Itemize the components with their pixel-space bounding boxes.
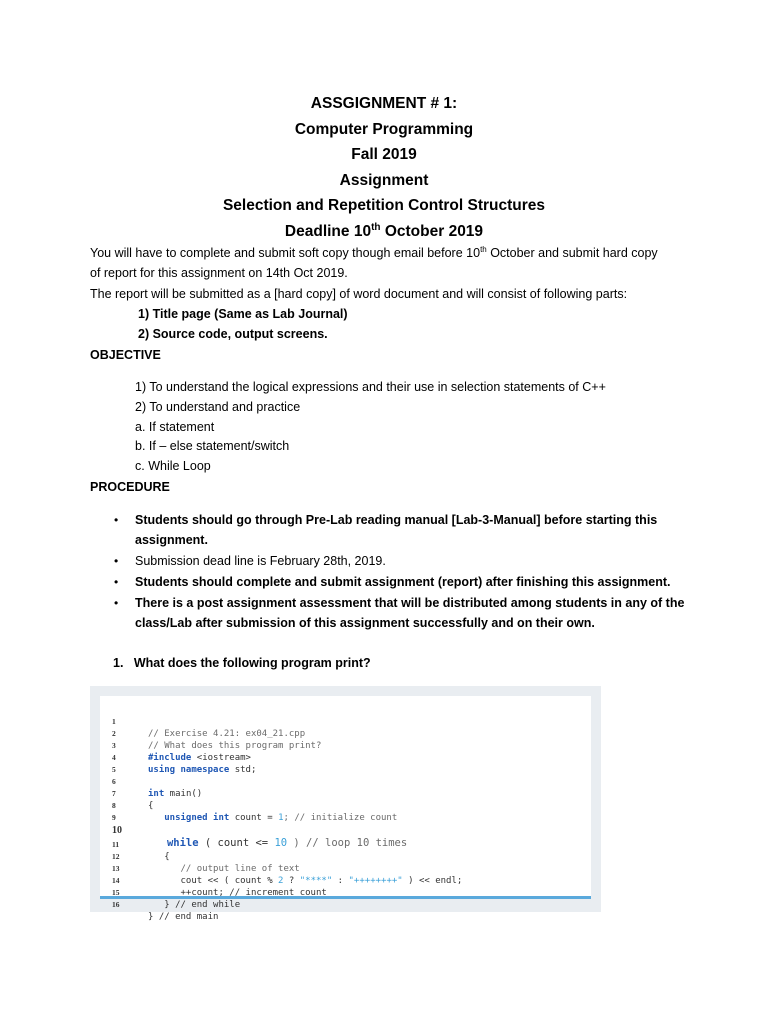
code-plain: std;	[229, 765, 257, 775]
intro-line-1-sup: th	[480, 244, 487, 254]
code-listing-frame	[90, 686, 601, 922]
intro-line-1-a: You will have to complete and submit soft copy though email before 10	[90, 246, 481, 260]
objective-item: b. If – else statement/switch	[135, 439, 290, 453]
code-text: {	[148, 852, 170, 862]
objective-item: c. While Loop	[135, 459, 211, 473]
code-text: // output line of text	[148, 864, 300, 874]
code-comment: ; // initialize count	[283, 813, 398, 823]
intro-line-3: The report will be submitted as a [hard copy] of word document and will consist of following parts:	[90, 287, 628, 301]
code-text: } // end main	[148, 912, 219, 922]
deadline-heading	[0, 222, 768, 242]
objective-heading: OBJECTIVE	[90, 348, 161, 362]
line-number: 16	[112, 900, 120, 909]
code-line	[100, 776, 154, 811]
deadline-sup: th	[371, 221, 381, 233]
objective-item: 2) To understand and practice	[135, 400, 301, 414]
code-string: "++++++++"	[348, 876, 403, 886]
intro-line-1	[90, 244, 658, 262]
objective-item: 1) To understand the logical expressions and their use in selection statements of C++	[135, 380, 606, 394]
line-number: 13	[112, 864, 120, 873]
line-number: 14	[112, 876, 120, 885]
code-text	[148, 752, 251, 764]
procedure-bullet-3: Students should complete and submit assignment (report) after finishing this assignment.	[135, 575, 671, 589]
code-text: // What does this program print?	[148, 741, 322, 751]
code-string: "****"	[299, 876, 333, 886]
code-plain: main()	[164, 789, 203, 799]
code-number: 10	[274, 837, 288, 849]
procedure-bullet-2: Submission dead line is February 28th, 2019.	[135, 554, 386, 568]
code-plain: ) << endl;	[402, 876, 463, 886]
course-title: Computer Programming	[294, 121, 474, 138]
code-text: ++count; // increment count	[148, 888, 327, 898]
code-text	[148, 875, 462, 887]
bullet-dot: •	[114, 554, 119, 568]
deadline-suffix: October 2019	[380, 223, 484, 240]
intro-line-2: of report for this assignment on 14th Oct 2019.	[90, 266, 348, 280]
topic-heading: Selection and Repetition Control Structures	[222, 197, 546, 214]
code-line	[100, 704, 306, 739]
code-plain: :	[332, 876, 349, 886]
line-number: 15	[112, 888, 120, 897]
line-number: 12	[112, 852, 120, 861]
procedure-bullet-4-line-1: There is a post assignment assessment that will be distributed among students in any of the	[135, 596, 685, 610]
code-keyword: int	[148, 789, 165, 799]
objective-item: a. If statement	[135, 420, 215, 434]
line-number: 2	[112, 729, 116, 738]
code-text	[148, 812, 397, 824]
line-number: 1	[112, 717, 116, 726]
code-line	[100, 752, 143, 774]
code-number: 1	[278, 813, 284, 823]
code-keyword: using namespace	[148, 765, 230, 775]
question-1: 1. What does the following program print?	[113, 656, 371, 670]
intro-line-1-b: October and submit hard copy	[486, 246, 658, 260]
code-plain: cout << ( count %	[148, 876, 279, 886]
line-number: 9	[112, 813, 116, 822]
semester-heading: Fall 2019	[351, 146, 417, 163]
bullet-dot: •	[114, 513, 119, 527]
line-number: 4	[112, 753, 116, 762]
code-keyword: #include	[148, 753, 192, 763]
code-keyword: while	[148, 837, 199, 849]
code-text	[148, 788, 202, 800]
procedure-bullet-1-line-1: Students should go through Pre-Lab reading manual [Lab-3-Manual] before starting this	[135, 513, 658, 527]
procedure-bullet-4-line-2: class/Lab after submission of this assignment successfully and on their own.	[135, 616, 595, 630]
report-part-1: 1) Title page (Same as Lab Journal)	[138, 307, 348, 321]
line-number: 6	[112, 777, 116, 786]
bullet-dot: •	[114, 575, 119, 589]
code-listing	[100, 696, 591, 922]
code-text: } // end while	[148, 900, 241, 910]
line-number: 7	[112, 789, 116, 798]
code-text	[148, 837, 407, 849]
code-number: 2	[278, 876, 284, 886]
code-plain: count =	[229, 813, 279, 823]
code-text	[148, 764, 256, 776]
code-comment: ) // loop 10 times	[287, 837, 408, 849]
code-plain: ?	[283, 876, 300, 886]
code-plain: ( count <=	[198, 837, 275, 849]
report-part-2: 2) Source code, output screens.	[138, 327, 328, 341]
line-number: 11	[112, 840, 120, 849]
procedure-bullet-1-line-2: assignment.	[135, 533, 208, 547]
code-text: // Exercise 4.21: ex04_21.cpp	[148, 729, 306, 739]
line-number: 8	[112, 801, 116, 810]
code-plain: <iostream>	[191, 753, 251, 763]
code-text: {	[148, 801, 154, 811]
code-line	[100, 800, 143, 822]
line-number: 5	[112, 765, 116, 774]
deadline-prefix: Deadline 10	[284, 223, 372, 240]
assignment-heading: Assignment	[339, 172, 429, 189]
code-keyword: unsigned int	[148, 813, 230, 823]
line-number: 3	[112, 741, 116, 750]
bullet-dot: •	[114, 596, 119, 610]
procedure-heading: PROCEDURE	[90, 480, 170, 494]
assignment-number-heading: ASSGIGNMENT # 1:	[310, 95, 458, 112]
line-number: 10	[112, 825, 122, 836]
